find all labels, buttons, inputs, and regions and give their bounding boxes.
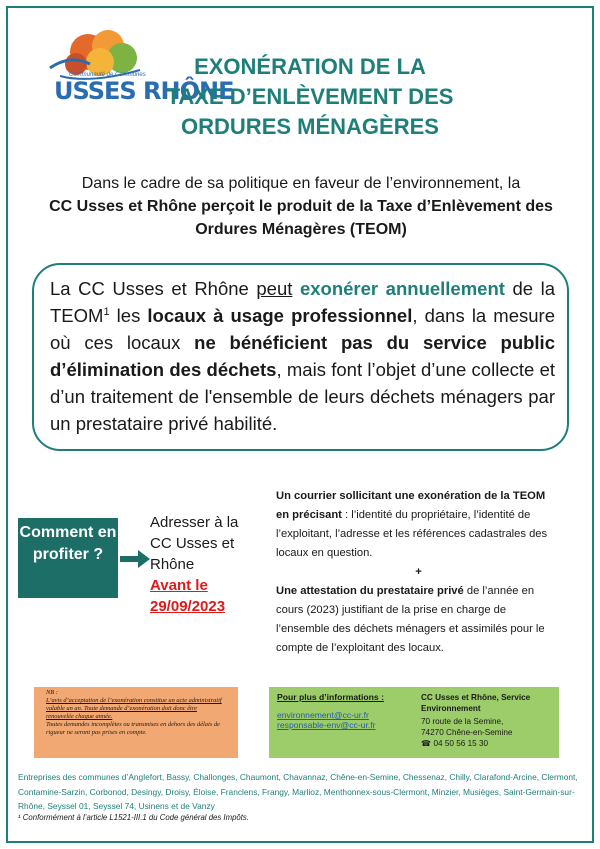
deadline-label: Avant le xyxy=(150,577,208,594)
title-line-3: ORDURES MÉNAGÈRES xyxy=(181,114,439,139)
nb-validity: L’avis d’acceptation de l’exonération constitue un acte administratif valable un an. Toute demande d’exonération doit donc être renouvelée chaque année. xyxy=(46,697,222,720)
logo-text: USSES RHÔNE xyxy=(54,77,234,105)
send-instructions xyxy=(150,512,260,617)
more-info-box xyxy=(269,687,413,758)
phone-number: ☎ 04 50 56 15 30 xyxy=(421,739,489,748)
nb-label: NB : xyxy=(46,689,58,696)
more-info-heading: Pour plus d’informations : xyxy=(277,692,384,702)
title-line-1: EXONÉRATION DE LA xyxy=(194,54,426,79)
address-line-2: 74270 Chêne-en-Semine xyxy=(421,728,513,737)
deadline-date: 29/09/2023 xyxy=(150,598,226,615)
title-line-2: TAXE D’ENLÈVEMENT DES xyxy=(166,84,454,109)
footnote: ¹ Conformément à l’article L1521-III.1 du Code général des Impôts. xyxy=(18,813,249,822)
plus-sign: + xyxy=(415,566,422,578)
nb-incomplete: Toutes demandes incomplètes ou transmises en dehors des délais de rigueur ne seront pas prises en compte. xyxy=(46,721,220,736)
requirement-letter: Un courrier sollicitant une exonération de la TEOM en précisant : l’identité du propriétaire, l’identité de l’exploitant, l’adresse et les références cadastrales des locaux en question. xyxy=(276,490,548,559)
contact-box xyxy=(413,687,559,758)
required-documents xyxy=(276,487,561,658)
email-environnement-link[interactable]: environnement@cc-ur.fr xyxy=(277,710,369,720)
page-title xyxy=(150,52,470,142)
logo-subtitle: Communauté de Communes xyxy=(69,72,146,78)
email-responsable-link[interactable]: responsable-env@cc-ur.fr xyxy=(277,720,376,730)
exoneration-box xyxy=(32,263,569,451)
intro-text: Dans le cadre de sa politique en faveur de l’environnement, la xyxy=(81,175,521,192)
nb-note xyxy=(34,687,238,758)
requirement-certificate: Une attestation du prestataire privé de l’année en cours (2023) justifiant de la prise en charge de l’ensemble des déchets ménagers et assimilés pour le compte de l’exploitant des locaux. xyxy=(276,585,545,654)
address-line-1: 70 route de la Semine, xyxy=(421,717,504,726)
exoneration-text: La CC Usses et Rhône peut exonérer annuellement de la TEOM$^1$ les locaux à usage professionnel, dans la mesure où ces locaux ne bénéficient pas du service public d’élimination des déchets, mais font l’objet d’une collecte et d’un traitement de l'ensemble de leurs déchets ménagers par un prestataire privé habilité. xyxy=(50,278,556,434)
communes-list: Entreprises des communes d’Anglefort, Bassy, Challonges, Chaumont, Chavannaz, Chêne-en-Semine, Chessenaz, Chilly, Clarafond-Arcine, Clermont, Contamine-Sarzin, Corbonod, Desingy, Droisy, Éloise, Franclens, Frangy, Marlioz, Menthonnex-sous-Clermont, Minzier, Musièges, Saint-Germain-sur-Rhône, Seyssel 01, Seyssel 74, Usinens et de Vanzy xyxy=(18,772,578,811)
contact-heading: CC Usses et Rhône, Service Environnement xyxy=(421,693,531,713)
intro-paragraph xyxy=(36,172,566,241)
arrow-right-icon xyxy=(120,550,150,568)
how-to-benefit-badge: Comment en profiter ? xyxy=(18,518,118,598)
cc-usses-rhone-logo xyxy=(30,24,234,105)
intro-bold: CC Usses et Rhône perçoit le produit de la Taxe d’Enlèvement des Ordures Ménagères (TEOM) xyxy=(49,198,553,238)
send-to-text: Adresser à la CC Usses et Rhône xyxy=(150,514,239,573)
